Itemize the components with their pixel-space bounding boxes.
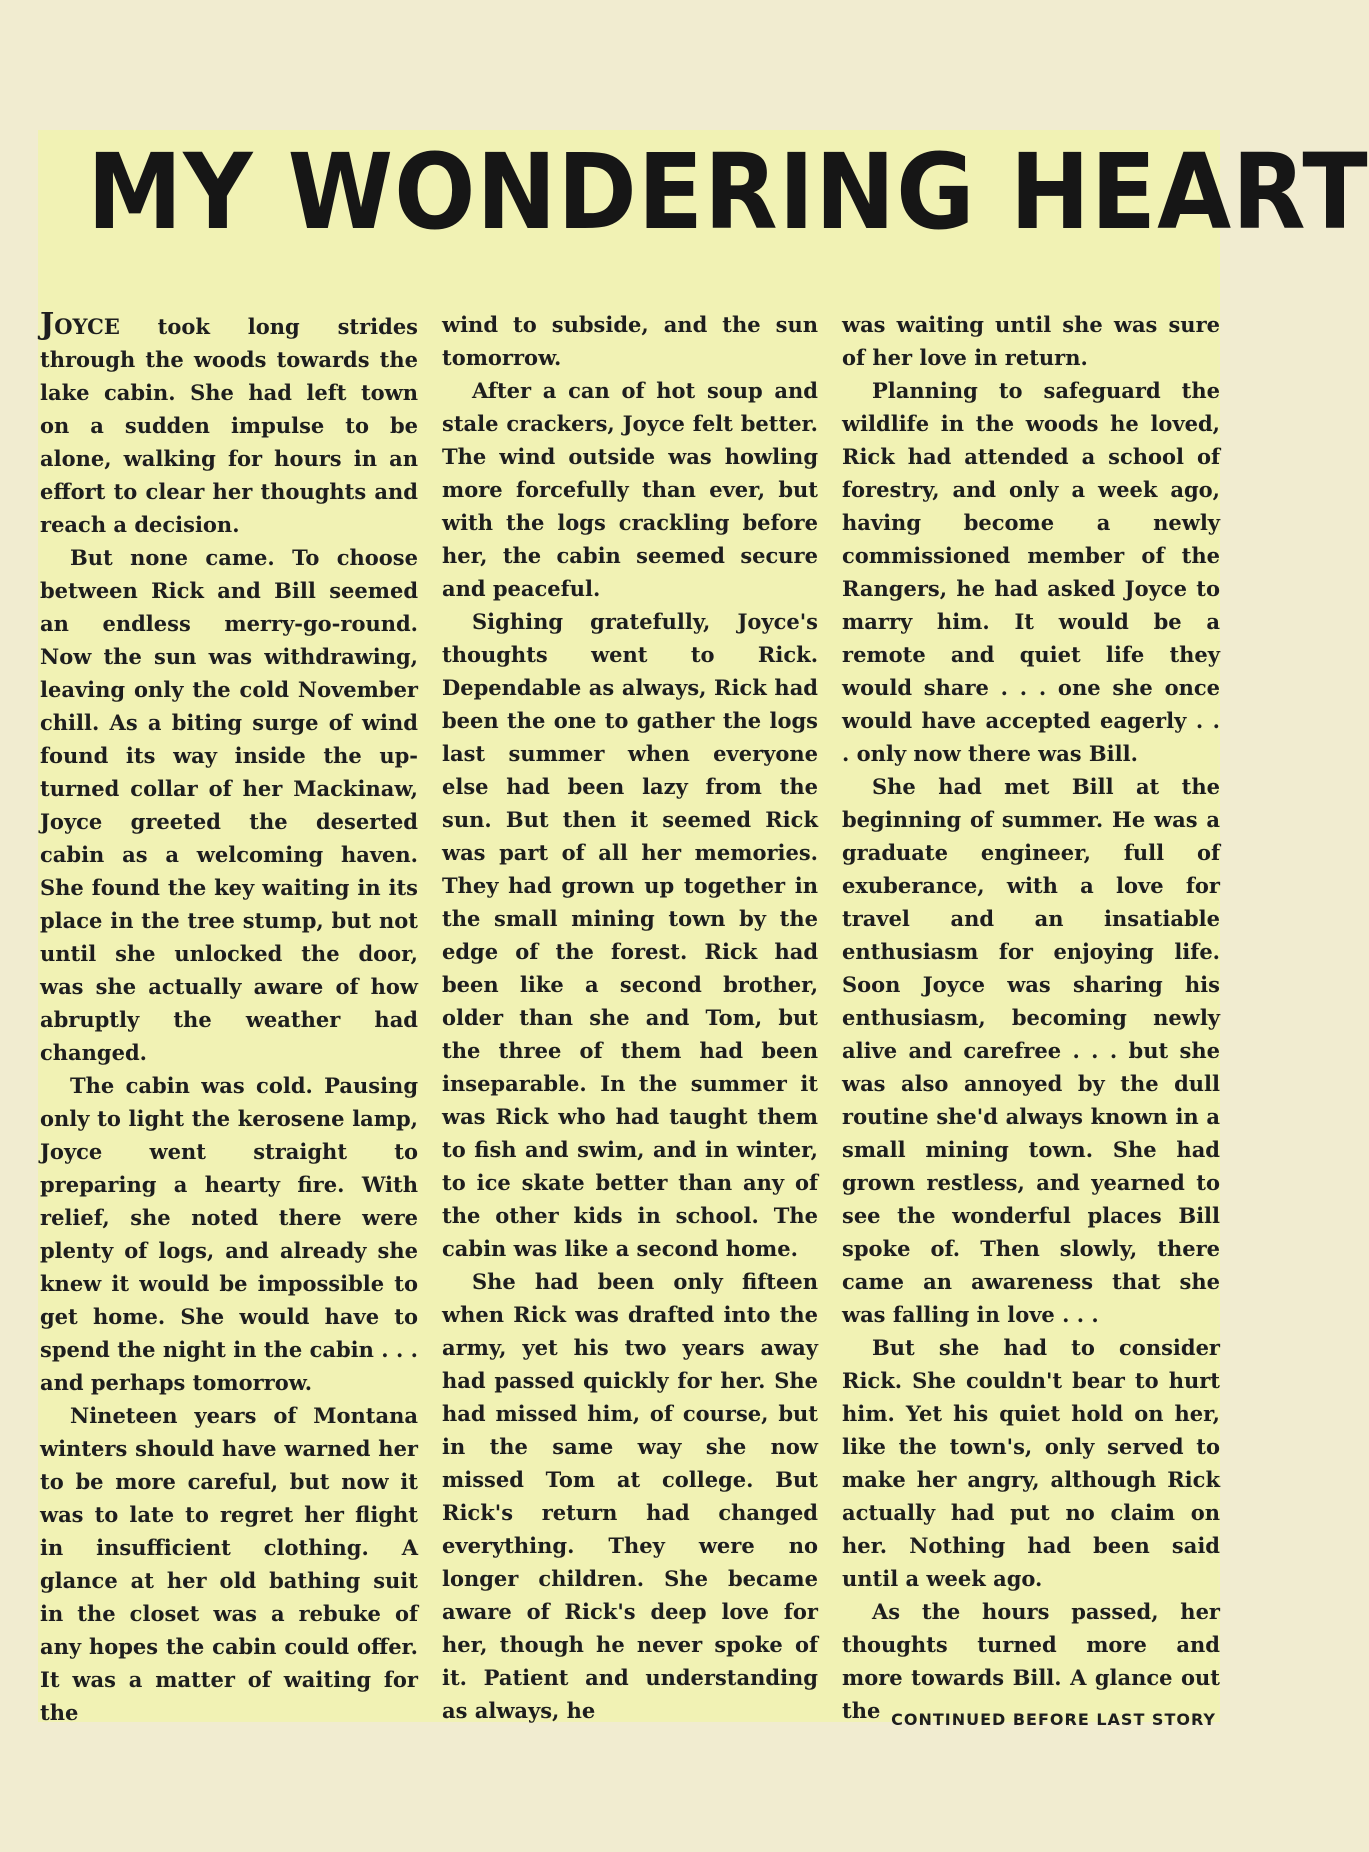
paragraph: Nineteen years of Montana winters should have warned her to be more careful, but now it was to late to regret her flight in insufficient clothing. A glance at her old bathing suit in the closet was a rebuke of any hopes the cabin could offer. It was a matter of waiting for the: [40, 1403, 418, 1725]
paragraph: But she had to consider Rick. She couldn't bear to hurt him. Yet his quiet hold on her, like the town's, only served to make her angry, although Rick actually had put no claim on her. Nothing had been said until a week ago.: [842, 1335, 1220, 1591]
continuation-note: CONTINUED BEFORE LAST STORY: [891, 1710, 1216, 1729]
paragraph-text: OYCE took long strides through the woods towards the lake cabin. She had left town on a sudden impulse to be alone, walking for hours in an effort to clear her thoughts and reach a decision.: [40, 314, 418, 537]
story-title: MY WONDERING HEART: [87, 131, 1369, 253]
paragraph: After a can of hot soup and stale crackers, Joyce felt better. The wind outside was howling more forcefully than ever, but with the logs crackling before her, the cabin seemed secure and peaceful.: [442, 378, 818, 601]
text-column-2: [442, 308, 818, 1723]
paragraph: was waiting until she was sure of her love in return.: [842, 312, 1220, 370]
paragraph: Planning to safeguard the wildlife in the woods he loved, Rick had attended a school of forestry, and only a week ago, having become a newly commissioned member of the Rangers, he had asked Joyce to marry him. It would be a remote and quiet life they would share . . . one she once would have accepted eagerly . . . only now there was Bill.: [842, 378, 1220, 766]
paragraph: She had been only fifteen when Rick was drafted into the army, yet his two years away had passed quickly for her. She had missed him, of course, but in the same way she now missed Tom at college. But Rick's return had changed everything. They were no longer children. She became aware of Rick's deep love for her, though he never spoke of it. Patient and understanding as always, he: [442, 1269, 818, 1723]
paragraph: But none came. To choose between Rick and Bill seemed an endless merry-go-round. Now the sun was withdrawing, leaving only the cold November chill. As a biting surge of wind found its way inside the up-turned collar of her Mackinaw, Joyce greeted the deserted cabin as a welcoming haven. She found the key waiting in its place in the tree stump, but not until she unlocked the door, was she actually aware of how abruptly the weather had changed.: [40, 545, 418, 1065]
drop-cap: J: [40, 307, 55, 342]
paragraph: Sighing gratefully, Joyce's thoughts went to Rick. Dependable as always, Rick had been the one to gather the logs last summer when everyone else had been lazy from the sun. But then it seemed Rick was part of all her memories. They had grown up together in the small mining town by the edge of the forest. Rick had been like a second brother, older than she and Tom, but the three of them had been inseparable. In the summer it was Rick who had taught them to fish and swim, and in winter, to ice skate better than any of the other kids in school. The cabin was like a second home.: [442, 609, 818, 1261]
paragraph: wind to subside, and the sun tomorrow.: [442, 312, 818, 370]
text-column-1: [40, 307, 418, 1725]
paragraph: As the hours passed, her thoughts turned more and more towards Bill. A glance out the: [842, 1599, 1220, 1723]
paragraph: She had met Bill at the beginning of summer. He was a graduate engineer, full of exuberance, with a love for travel and an insatiable enthusiasm for enjoying life. Soon Joyce was sharing his enthusiasm, becoming newly alive and carefree . . . but she was also annoyed by the dull routine she'd always known in a small mining town. She had grown restless, and yearned to see the wonderful places Bill spoke of. Then slowly, there came an awareness that she was falling in love . . .: [842, 774, 1220, 1327]
paragraph: The cabin was cold. Pausing only to light the kerosene lamp, Joyce went straight to preparing a hearty fire. With relief, she noted there were plenty of logs, and already she knew it would be impossible to get home. She would have to spend the night in the cabin . . . and perhaps tomorrow.: [40, 1073, 418, 1395]
paragraph: [40, 308, 418, 541]
